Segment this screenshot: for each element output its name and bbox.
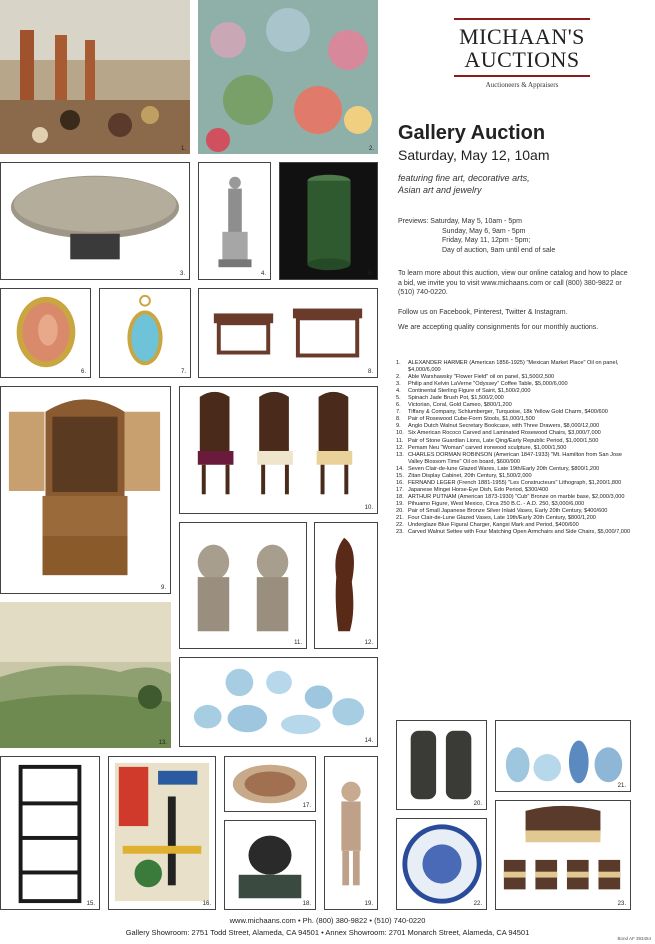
- flower-painting-image: [198, 0, 378, 154]
- lot-4-sterling-saint: [198, 162, 271, 280]
- lot-description: FERNAND LEGER (French 1881-1955) "Les Constructeurs" Lithograph, $1,200/1,800: [408, 479, 622, 486]
- lot-number: 11.: [396, 437, 404, 444]
- chairs-image: [180, 387, 377, 513]
- lot-description: Pair of Small Japanese Bronze Silver Inlaid Vases, Early 20th Century, $400/600: [408, 507, 608, 514]
- lot-description: Spinach Jade Brush Pot, $1,500/2,000: [408, 395, 504, 402]
- tile-number: 6.: [80, 369, 86, 375]
- lot-14-clair-de-lune-wares: [179, 657, 378, 747]
- lot-item: [396, 360, 636, 374]
- jade-pot-image: [280, 163, 377, 279]
- tile-number: 11.: [294, 640, 302, 646]
- lot-20-bronze-vases: [396, 720, 487, 810]
- lot-number: 1.: [396, 360, 401, 366]
- lot-description: CHARLES DORMAN ROBINSON (American 1847-1933) "Mt. Hamilton from San Jose Valley Blossom Time" Oil on board, $600/900: [408, 451, 622, 465]
- charm-image: [100, 289, 190, 377]
- lot-number: 9.: [396, 423, 401, 430]
- lot-description: Japanese Mingei Horse-Eye Dish, Edo Period, $300/400: [408, 486, 549, 493]
- lot-item: [396, 487, 636, 494]
- bookcase-image: [1, 387, 170, 593]
- logo-tagline: Auctioneers & Appraisers: [485, 81, 559, 89]
- tile-number: 8.: [367, 369, 373, 375]
- footer-contact: www.michaans.com • Ph. (800) 380-9822 • (510) 740-0220: [229, 916, 426, 925]
- ad-code: Bond AF 393454: [617, 936, 651, 941]
- tile-number: 14.: [364, 738, 373, 744]
- lot-description: Continental Sterling Figure of Saint, $1,500/2,000: [408, 388, 531, 395]
- blue-vases-image: [496, 721, 630, 791]
- tile-number: 7.: [180, 369, 186, 375]
- lot-description: Able Warshawsky "Flower Field" oil on panel, $1,500/2,500: [408, 374, 555, 381]
- lot-12-ironwood-woman: [314, 522, 378, 649]
- event-title: Gallery Auction: [398, 122, 546, 144]
- lot-item: [396, 395, 636, 402]
- bronze-cub-image: [225, 821, 315, 909]
- tile-number: 20.: [473, 801, 482, 807]
- lot-5-jade-brush-pot: [279, 162, 378, 280]
- lot-number: 3.: [396, 381, 401, 388]
- lot-number: 23.: [396, 529, 404, 536]
- lot-description: ALEXANDER HARMER (American 1856-1925) "Mexican Market Place" Oil on panel, $4,000/6,000: [408, 360, 619, 374]
- lot-number: 13.: [396, 451, 404, 458]
- footer-addresses: Gallery Showroom: 2751 Todd Street, Alameda, CA 94501 • Annex Showroom: 2701 Monarch Street, Alameda, CA 94501: [125, 928, 530, 937]
- dish-image: [225, 757, 315, 811]
- charger-image: [397, 819, 486, 909]
- lot-description: Six American Rococo Carved and Laminated Rosewood Chairs, $3,000/7,000: [408, 430, 601, 437]
- sterling-figure-image: [199, 163, 270, 279]
- lot-description: Pihuamo Figure, West Mexico, Circa 250 B.C. - A.D. 250, $3,000/6,000: [408, 500, 585, 507]
- lot-number: 20.: [396, 507, 404, 514]
- tile-number: 21.: [617, 783, 626, 789]
- lot-description: ARTHUR PUTNAM (American 1873-1930) "Cub" Bronze on marble base, $2,000/3,000: [408, 493, 625, 500]
- lot-number: 10.: [396, 430, 404, 437]
- lot-number: 7.: [396, 409, 401, 416]
- landscape-painting-image: [0, 602, 171, 748]
- lot-number: 22.: [396, 522, 404, 529]
- pihuamo-figure-image: [325, 757, 377, 909]
- lot-21-clair-de-lune-vases: [495, 720, 631, 792]
- tile-number: 18.: [302, 901, 311, 907]
- lot-number: 21.: [396, 515, 404, 522]
- tile-number: 4.: [260, 271, 266, 277]
- lot-item: [396, 430, 636, 437]
- follow-text: Follow us on Facebook, Pinterest, Twitter & Instagram.: [398, 309, 568, 316]
- lot-23-walnut-settee-set: [495, 800, 631, 910]
- lot-17-horse-eye-dish: [224, 756, 316, 812]
- lot-number: 16.: [396, 479, 404, 486]
- tile-number: 2.: [368, 146, 374, 152]
- lot-1-painting-market: [0, 0, 190, 154]
- lot-10-rosewood-chairs: [179, 386, 378, 514]
- lot-item: [396, 445, 636, 452]
- preview-schedule: [398, 217, 555, 255]
- lot-description: Zitan Display Cabinet, 20th Century, $1,500/2,000: [408, 472, 532, 479]
- glazed-wares-image: [180, 658, 377, 746]
- tile-number: 19.: [364, 901, 373, 907]
- preview-line-4: Day of auction, 9am until end of sale: [442, 246, 556, 254]
- learn-more-text: To learn more about this auction, view our online catalog and how to place a bid, we invite you to visit www.michaans.com or call (800) 380-9822 or (510) 740-0220.: [398, 270, 628, 296]
- lot-18-putnam-cub: [224, 820, 316, 910]
- lions-image: [180, 523, 306, 648]
- lot-description: Carved Walnut Settee with Four Matching Open Armchairs and Side Chairs, $5,000/7,000: [408, 529, 631, 536]
- lot-number: 18.: [396, 493, 404, 500]
- lot-item: [396, 522, 636, 529]
- tile-number: 10.: [364, 505, 373, 511]
- logo-name-line2: AUCTIONS: [464, 47, 580, 72]
- lot-item: [396, 508, 636, 515]
- tile-number: 17.: [302, 803, 311, 809]
- lot-number: 6.: [396, 402, 401, 409]
- lot-description: Seven Clair-de-lune Glazed Wares, Late 19th/Early 20th Century, $800/1,200: [408, 465, 600, 472]
- tile-number: 22.: [473, 901, 482, 907]
- lot-description: Philip and Kelvin LaVerne "Odyssey" Coffee Table, $5,000/6,000: [408, 381, 568, 388]
- lot-number: 5.: [396, 395, 401, 402]
- cameo-image: [1, 289, 90, 377]
- featuring-text: [398, 172, 618, 196]
- lot-description: Four Clair-de-Lune Glazed Vases, Late 19th/Early 20th Century, $800/1,200: [408, 515, 596, 522]
- lot-number: 2.: [396, 374, 401, 381]
- lot-7-turquoise-charm: [99, 288, 191, 378]
- tile-number: 15.: [86, 901, 95, 907]
- preview-line-1: Previews: Saturday, May 5, 10am - 5pm: [398, 218, 522, 225]
- lot-number: 17.: [396, 486, 404, 493]
- lot-9-secretary-bookcase: [0, 386, 171, 594]
- featuring-line-1: featuring fine art, decorative arts,: [398, 173, 530, 183]
- lot-description: Pemam Neu "Woman" carved ironwood sculpture, $1,000/1,500: [408, 444, 567, 451]
- lot-item: [396, 416, 636, 423]
- tile-number: 13.: [158, 740, 167, 746]
- lot-number: 19.: [396, 500, 404, 507]
- tile-number: 3.: [179, 271, 185, 277]
- lot-item: [396, 402, 636, 409]
- lot-item: [396, 423, 636, 430]
- lot-8-rosewood-stools: [198, 288, 378, 378]
- lot-item: [396, 388, 636, 395]
- logo-name-line1: MICHAAN'S: [459, 24, 585, 49]
- lot-6-coral-cameo: [0, 288, 91, 378]
- ironwood-sculpture-image: [315, 523, 377, 648]
- lot-number: 12.: [396, 444, 404, 451]
- lot-number: 14.: [396, 465, 404, 472]
- bronze-vases-image: [397, 721, 486, 809]
- lot-22-blue-charger: [396, 818, 487, 910]
- lot-description: Victorian, Coral, Gold Cameo, $800/1,200: [408, 402, 512, 409]
- settee-set-image: [496, 801, 630, 909]
- lot-description: Underglaze Blue Figural Charger, Kangxi Mark and Period, $400/600: [408, 522, 579, 529]
- tile-number: 12.: [364, 640, 373, 646]
- lot-description: Pair of Rosewood Cube-Form Stools, $1,000/1,500: [408, 416, 535, 423]
- lot-15-zitan-cabinet: [0, 756, 100, 910]
- lot-item: [396, 480, 636, 487]
- lot-item: [396, 409, 636, 416]
- preview-line-3: Friday, May 11, 12pm - 5pm;: [442, 237, 531, 244]
- lot-16-leger-lithograph: [108, 756, 216, 910]
- coffee-table-image: [1, 163, 189, 279]
- auction-house-logo: [448, 18, 596, 102]
- lot-13-landscape-painting: [0, 602, 171, 748]
- lot-item: [396, 374, 636, 381]
- lot-item: [396, 452, 636, 466]
- lot-19-pihuamo-figure: [324, 756, 378, 910]
- logo-top-rule: [454, 18, 590, 20]
- lot-item: [396, 494, 636, 501]
- event-date: Saturday, May 12, 10am: [398, 147, 550, 163]
- tile-number: 23.: [617, 901, 626, 907]
- lot-item: [396, 529, 636, 536]
- lot-description: Pair of Stone Guardian Lions, Late Qing/Early Republic Period, $1,000/1,500: [408, 437, 599, 444]
- lithograph-image: [109, 757, 215, 909]
- tile-number: 9.: [160, 585, 166, 591]
- lot-item: [396, 466, 636, 473]
- lot-description: Anglo Dutch Walnut Secretary Bookcase, with Three Drawers, $8,000/12,000: [408, 423, 600, 430]
- lot-number: 4.: [396, 388, 401, 395]
- lot-item: [396, 501, 636, 508]
- tile-number: 1.: [180, 146, 186, 152]
- lot-item: [396, 381, 636, 388]
- lot-number: 8.: [396, 416, 401, 423]
- logo-bottom-rule: [454, 75, 590, 77]
- preview-line-2: Sunday, May 6, 9am - 5pm: [442, 227, 526, 235]
- consign-text: We are accepting quality consignments for our monthly auctions.: [398, 324, 599, 331]
- lot-item: [396, 473, 636, 480]
- lot-item: [396, 438, 636, 445]
- lot-item: [396, 515, 636, 522]
- lot-number: 15.: [396, 472, 404, 479]
- lot-3-coffee-table: [0, 162, 190, 280]
- lot-description: Tiffany & Company, Schlumberger, Turquoise, 18k Yellow Gold Charm, $400/600: [408, 409, 608, 416]
- stools-image: [199, 289, 377, 377]
- tile-number: 5.: [367, 271, 373, 277]
- tile-number: 16.: [202, 901, 211, 907]
- cabinet-image: [1, 757, 99, 909]
- lot-2-painting-flowers: [198, 0, 378, 154]
- market-painting-image: [0, 0, 190, 154]
- lot-list: [396, 360, 636, 536]
- lot-11-stone-lions: [179, 522, 307, 649]
- featuring-line-2: Asian art and jewelry: [398, 185, 482, 195]
